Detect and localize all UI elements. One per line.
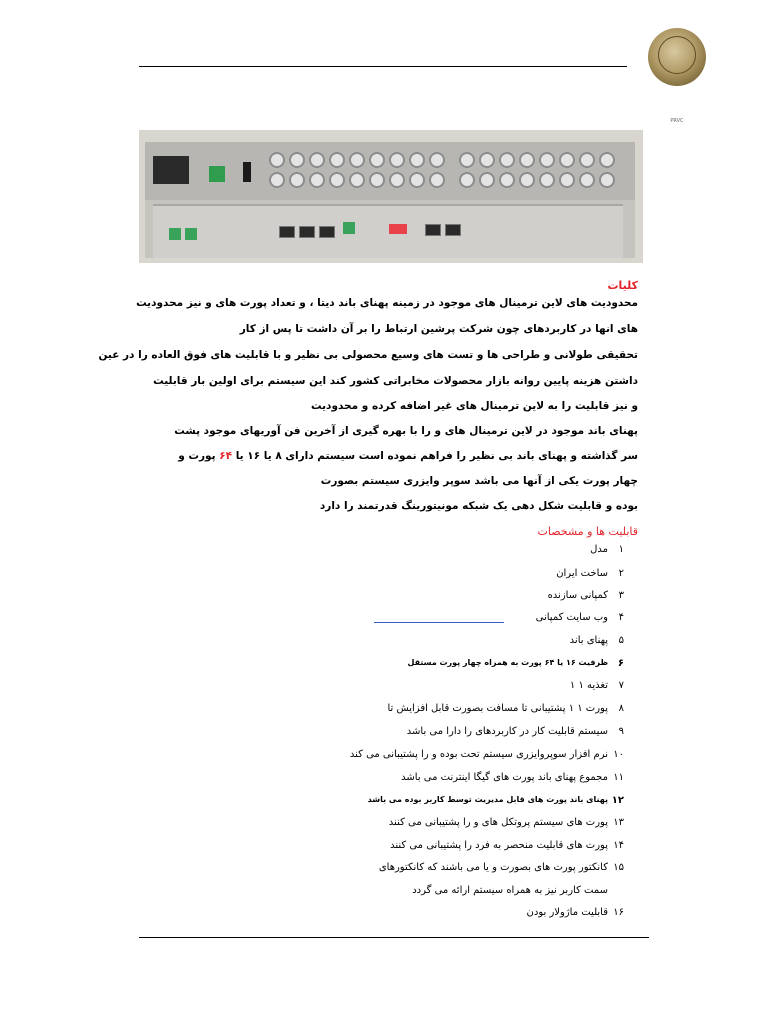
dip-switch — [389, 224, 407, 234]
spec-number: ۲ — [618, 568, 624, 579]
bnc-connector — [269, 172, 285, 188]
intro-line-6: پهنای باند موجود در لاین ترمینال های و را با بهره گیری از آخرین فن آوریهای موجود پشت — [174, 425, 638, 437]
ethernet-port — [299, 226, 315, 238]
intro-line-2: های انها در کاربردهای چون شرکت پرشین ارتباط را بر آن داشت تا پس از کار — [239, 323, 638, 335]
bnc-connector — [309, 172, 325, 188]
bnc-connector — [389, 152, 405, 168]
griffin-emblem-icon — [658, 36, 696, 74]
spec-number: ۱۵ — [613, 862, 624, 873]
bnc-connector — [559, 152, 575, 168]
spec-number: ۱ — [618, 544, 624, 555]
spec-item-made-in: ساخت ایران — [556, 568, 608, 579]
bnc-connector — [289, 172, 305, 188]
ethernet-port — [425, 224, 441, 236]
spec-item-manufacturer: کمپانی سازنده — [547, 590, 608, 601]
bnc-connector — [369, 152, 385, 168]
port-count-highlight: ۶۴ — [219, 450, 233, 462]
bnc-connector — [459, 152, 475, 168]
spec-item-gigabit-bandwidth: مجموع پهنای باند پورت های گیگا اینترنت می باشد — [401, 772, 608, 783]
terminal-block — [209, 166, 225, 182]
device-photo — [139, 130, 643, 263]
bnc-connector — [349, 172, 365, 188]
spec-item-port-distance: پورت ۱ ۱ پشتیبانی تا مسافت بصورت قابل افزایش تا — [387, 703, 608, 714]
bnc-connector — [579, 152, 595, 168]
bnc-connector — [329, 152, 345, 168]
bnc-connector — [459, 172, 475, 188]
bnc-connector — [429, 152, 445, 168]
spec-item-power: تغذیه ۱ ۱ — [569, 680, 608, 691]
spec-item-bandwidth: پهنای باند — [569, 635, 608, 646]
spec-item-software: نرم افزار سوپروایزری سیستم تحت بوده و را پشتیبانی می کند — [349, 749, 608, 760]
spec-item-connectors-continued: سمت کاربر نیز به همراه سیستم ارائه می گردد — [412, 885, 608, 896]
website-link[interactable] — [374, 622, 504, 623]
ethernet-port — [445, 224, 461, 236]
bnc-connector — [389, 172, 405, 188]
bnc-connector — [309, 152, 325, 168]
bnc-connector — [289, 152, 305, 168]
bnc-connector — [409, 152, 425, 168]
spec-item-unique-feature: پورت های قابلیت منحصر به فرد را پشتیبانی می کنند — [390, 840, 608, 851]
bnc-connector — [519, 152, 535, 168]
sfp-port — [343, 222, 355, 234]
spec-item-connectors: کانکتور پورت های بصورت و یا می باشند که کانکتورهای — [378, 862, 608, 873]
intro-line-9: بوده و قابلیت شکل دهی یک شبکه مونیتورینگ قدرتمند را دارد — [319, 500, 638, 512]
spec-number: ۵ — [618, 635, 624, 646]
power-socket — [153, 156, 189, 184]
bnc-connector — [409, 172, 425, 188]
spec-number: ۱۲ — [611, 795, 624, 806]
spec-item-protocols: پورت های سیستم پروتکل های و را پشتیبانی می کنند — [388, 817, 608, 828]
footer-rule — [139, 937, 649, 938]
bnc-connector — [539, 152, 555, 168]
bnc-connector — [369, 172, 385, 188]
bnc-connector — [599, 172, 615, 188]
spec-number: ۳ — [618, 590, 624, 601]
specs-title: قابلیت ها و مشخصات — [537, 525, 638, 538]
bnc-connector — [499, 172, 515, 188]
ethernet-port — [279, 226, 295, 238]
bnc-connector — [479, 172, 495, 188]
spec-item-applications: سیستم قابلیت کار در کاربردهای را دارا می باشد — [406, 726, 608, 737]
spec-item-capacity: ظرفیت ۱۶ یا ۶۴ پورت به همراه چهار پورت مستقل — [407, 658, 608, 667]
spec-item-modular: قابلیت ماژولار بودن — [526, 907, 608, 918]
bnc-connector — [349, 152, 365, 168]
intro-line-3: تحقیقی طولانی و طراحی ها و تست های وسیع محصولی بی نظیر و با قابلیت های فوق العاده را در عین — [98, 349, 638, 361]
device-lower-panel — [153, 204, 623, 258]
spec-number: ۱۶ — [613, 907, 624, 918]
spec-number: ۱۳ — [613, 817, 624, 828]
bnc-connector — [539, 172, 555, 188]
sfp-port — [169, 228, 181, 240]
spec-number: ۶ — [617, 658, 624, 669]
company-logo — [648, 28, 706, 124]
spec-item-model: مدل — [590, 544, 608, 555]
power-switch — [243, 162, 251, 182]
spec-item-port-bandwidth: پهنای باند پورت های قابل مدیریت توسط کاربر بوده می باشد — [367, 795, 608, 804]
spec-item-website: وب سایت کمپانی — [535, 612, 608, 623]
sfp-port — [185, 228, 197, 240]
intro-line-5: و نیز قابلیت را به لاین ترمینال های غیر اضافه کرده و محدودیت — [311, 400, 638, 412]
bnc-connector — [579, 172, 595, 188]
spec-number: ۹ — [618, 726, 624, 737]
bnc-connector — [499, 152, 515, 168]
bnc-connector — [429, 172, 445, 188]
spec-number: ۸ — [618, 703, 624, 714]
spec-number: ۷ — [618, 680, 624, 691]
bnc-connector — [559, 172, 575, 188]
spec-number: ۱۴ — [613, 840, 624, 851]
bnc-connector — [599, 152, 615, 168]
ethernet-port — [319, 226, 335, 238]
spec-number: ۴ — [618, 612, 624, 623]
bnc-connector — [479, 152, 495, 168]
header-rule — [139, 66, 627, 67]
spec-number: ۱۱ — [613, 772, 624, 783]
intro-line-7-text: سر گذاشته و پهنای باند بی نظیر را فراهم نموده است سیستم دارای ۸ یا ۱۶ یا — [235, 450, 638, 462]
spec-number: ۱۰ — [613, 749, 624, 760]
intro-line-8: چهار پورت یکی از آنها می باشد سوپر وایزری سیستم بصورت — [320, 475, 638, 487]
intro-title: کلیات — [607, 279, 638, 292]
bnc-connector — [329, 172, 345, 188]
intro-line-4: داشتن هزینه پایین روانه بازار محصولات مخابراتی کشور کند این سیستم برای اولین بار قابلیت — [153, 375, 638, 387]
bnc-connector — [519, 172, 535, 188]
intro-line-7 — [138, 450, 638, 462]
intro-line-1: محدودیت های لاین ترمینال های موجود در زمینه پهنای باند دیتا ، و تعداد پورت های و نیز محدودیت — [136, 297, 638, 309]
logo-caption: PRVC — [670, 118, 684, 124]
bnc-connector — [269, 152, 285, 168]
intro-line-7-tail: پورت و — [178, 450, 216, 462]
